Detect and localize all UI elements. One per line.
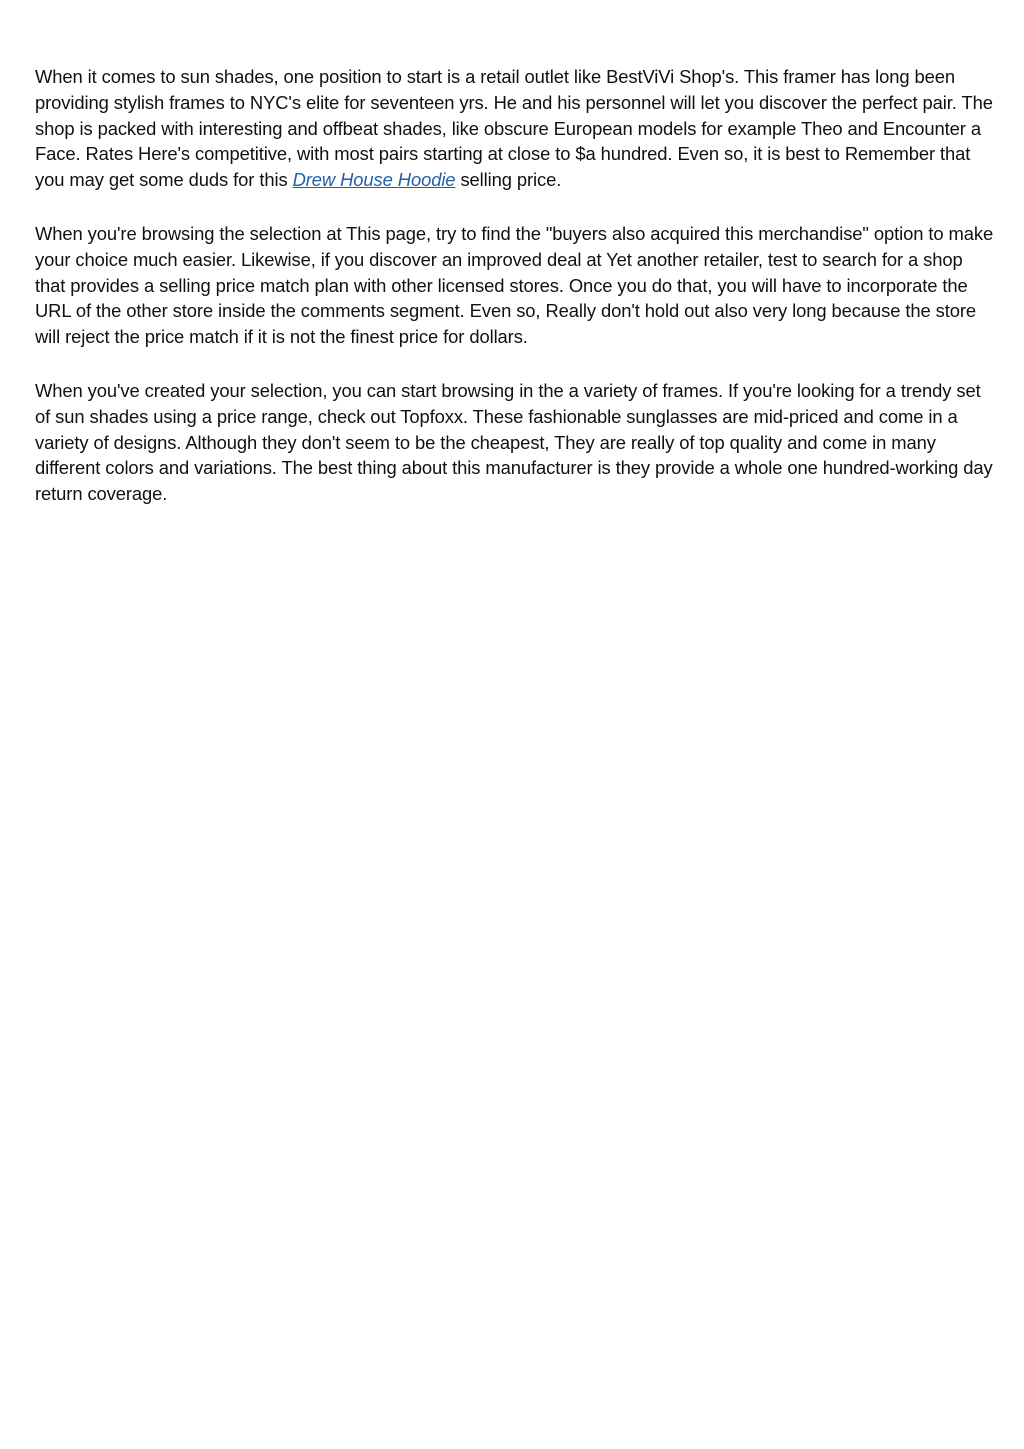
drew-house-hoodie-link[interactable]: Drew House Hoodie (292, 169, 456, 191)
paragraph-2: When you're browsing the selection at This page, try to find the "buyers also acquired this merchandise" option to make your choice much easier. Likewise, if you discover an improved deal at Yet another retailer, test to search for a shop that provides a selling price match plan with other licensed stores. Once you do that, you will have to incorporate the URL of the other store inside the comments segment. Even so, Really don't hold out also very long because the store will reject the price match if it is not the finest price for dollars. (35, 222, 994, 348)
paragraph-1-text-after-link: selling price. (455, 169, 562, 191)
paragraph-3: When you've created your selection, you can start browsing in the a variety of frames. If you're looking for a trendy set of sun shades using a price range, check out Topfoxx. These fashionable sunglasses are mid-priced and come in a variety of designs. Although they don't seem to be the cheapest, They are really of top quality and come in many different colors and variations. The best thing about this manufacturer is they provide a whole one hundred-working day return coverage. (35, 379, 993, 505)
document-body (35, 64, 995, 535)
paragraph-1-text-before-link: When it comes to sun shades, one position to start is a retail outlet like BestViVi Shop's. This framer has long been providing stylish frames to NYC's elite for seventeen yrs. He and his personnel will let you discover the perfect pair. The shop is packed with interesting and offbeat shades, like obscure European models for example Theo and Encounter a Face. Rates Here's competitive, with most pairs starting at close to $a hundred. Even so, it is best to Remember that you may get some duds for this (35, 66, 993, 191)
paragraph-1 (35, 64, 995, 193)
